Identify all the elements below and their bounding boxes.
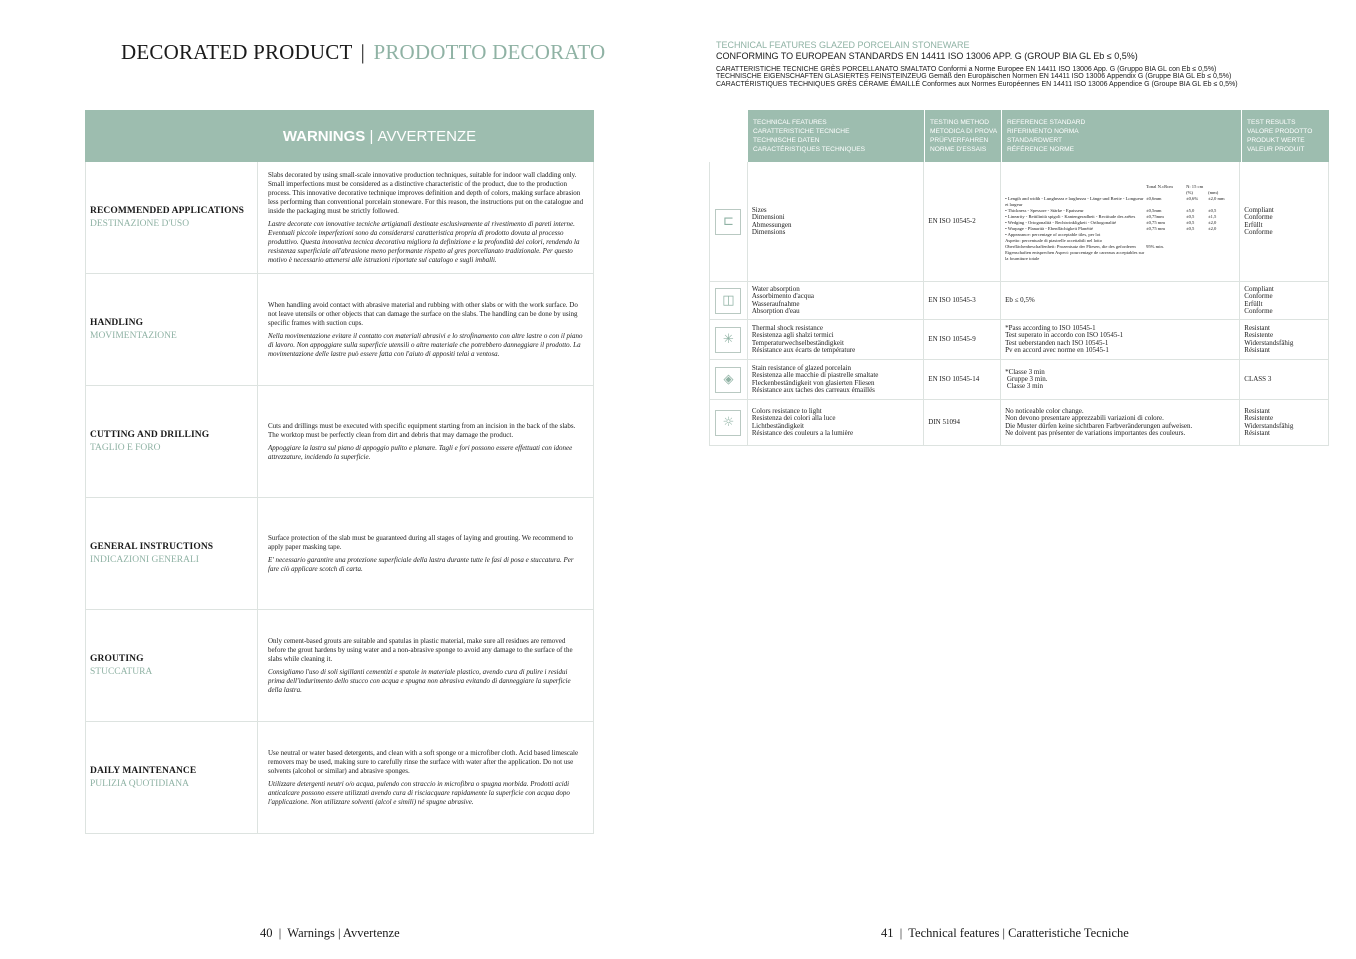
tech-feature-line: Résistance des couleurs a la lumière bbox=[751, 428, 854, 437]
tech-feature-line: Resistenza alle macchie di piastrelle smaltate bbox=[751, 371, 879, 380]
warning-label bbox=[86, 498, 258, 609]
tech-result bbox=[1240, 162, 1328, 281]
tech-reference bbox=[1001, 360, 1240, 399]
ruler-icon: ⊏ bbox=[715, 209, 741, 235]
tech-feature-line: Sizes bbox=[751, 205, 767, 214]
technical-features-table bbox=[709, 110, 1329, 446]
tech-result-line: Résistant bbox=[1244, 345, 1270, 354]
tech-feature-line: Colors resistance to light bbox=[751, 406, 822, 415]
tech-result-line: Resistant bbox=[1244, 406, 1270, 415]
sizes-cell: ±0,75 mm bbox=[1146, 219, 1165, 225]
sizes-cell: ±0,5 bbox=[1186, 225, 1195, 231]
warning-label-en: HANDLING bbox=[90, 318, 144, 328]
tech-result-line: Conforme bbox=[1244, 292, 1273, 301]
tech-feature-line: Résistance aux écarts de température bbox=[751, 345, 856, 354]
tech-row bbox=[709, 282, 1329, 320]
sizes-cell: ±0,5 bbox=[1186, 213, 1195, 219]
warning-text-en: Surface protection of the slab must be guaranteed during all stages of laying and grouting. We recommend to apply paper masking tape. bbox=[268, 533, 573, 551]
tech-reference-line: No noticeable color change. bbox=[1005, 406, 1084, 415]
sizes-cell bbox=[1208, 250, 1230, 262]
warning-label-it: INDICAZIONI GENERALI bbox=[90, 555, 199, 565]
tech-header-sage: TECHNICAL FEATURES GLAZED PORCELAIN STONEWARE bbox=[716, 40, 970, 50]
tech-reference-line: *Pass according to ISO 10545-1 bbox=[1005, 323, 1096, 332]
tech-feature-line: Lichtbeständigkeit bbox=[751, 421, 804, 430]
tech-reference-line: Die Muster dürfen keine sichtbaren Farbveränderungen aufweisen. bbox=[1005, 421, 1193, 430]
sizes-cell: • Thickness - Spessore - Stärke - Epaisseur bbox=[1005, 207, 1084, 213]
tech-result bbox=[1240, 282, 1328, 319]
tech-result-line: Resistente bbox=[1244, 331, 1274, 340]
tech-reference-line: Test ueberstanden nach ISO 10545-1 bbox=[1005, 338, 1109, 347]
stain-resistance-icon: ◈ bbox=[715, 367, 741, 393]
tech-method: DIN 51094 bbox=[924, 400, 1001, 445]
tech-feature bbox=[748, 360, 924, 399]
sizes-cell: ±5,0 bbox=[1186, 207, 1195, 213]
sizes-cell: ±0,6mm bbox=[1146, 195, 1162, 201]
tech-feature bbox=[748, 400, 924, 445]
tech-reference-line: Test superato in accordo con ISO 10545-1 bbox=[1005, 331, 1124, 340]
sizes-cell: ±1,5 bbox=[1208, 213, 1217, 219]
header-testing-method: TESTING METHOD METODICA DI PROVA PRÜFVERFAHREN NORME D'ESSAIS bbox=[924, 110, 1001, 162]
tech-result-line: Widerstandsfähig bbox=[1244, 421, 1294, 430]
warning-label-it: PULIZIA QUOTIDIANA bbox=[90, 779, 189, 789]
tech-result-line: Resistant bbox=[1244, 323, 1270, 332]
tech-feature-line: Abmessungen bbox=[751, 220, 792, 229]
tech-feature-line: Absorption d'eau bbox=[751, 306, 800, 315]
tech-icon-cell bbox=[710, 162, 748, 281]
tech-row bbox=[709, 400, 1329, 446]
tech-header-line-it: CARATTERISTICHE TECNICHE GRÈS PORCELLANATO SMALTATO Conformi a Norme Europee EN 14411 ISO 13006 App. G (Gruppo BIA GL con Eb ≤ 0,5%) bbox=[716, 66, 1217, 73]
tech-reference-line: Non devono presentare apprezzabili variazioni di colore. bbox=[1005, 414, 1164, 423]
tech-result-line: Conforme bbox=[1244, 213, 1273, 222]
warning-row bbox=[85, 498, 594, 610]
sizes-cell: • Appearance: percentage of acceptable tiles, per lot bbox=[1005, 231, 1101, 237]
warning-text bbox=[258, 722, 593, 833]
warning-text-en: Cuts and drillings must be executed with specific equipment starting from an incision in the back of the slabs. The worktop must be perfectly clean from dirt and debris that may damage the product. bbox=[268, 421, 576, 439]
warnings-header bbox=[85, 110, 594, 162]
warning-label-en: GROUTING bbox=[90, 654, 144, 664]
warning-row bbox=[85, 722, 594, 834]
tech-result-line: Erfüllt bbox=[1244, 220, 1263, 229]
tech-icon-cell bbox=[710, 360, 748, 399]
tech-feature bbox=[748, 320, 924, 359]
tech-icon-cell bbox=[710, 320, 748, 359]
tech-feature-line: Thermal shock resistance bbox=[751, 323, 824, 332]
warning-label bbox=[86, 162, 258, 273]
sizes-unit-label: (mm) bbox=[1208, 189, 1219, 195]
warning-row bbox=[85, 162, 594, 274]
tech-reference bbox=[1001, 282, 1240, 319]
sizes-cell bbox=[1186, 250, 1208, 262]
tech-result bbox=[1240, 320, 1328, 359]
warnings-header-it: AVVERTENZE bbox=[377, 127, 477, 145]
tech-feature-line: Resistenza agli shalzi termici bbox=[751, 331, 834, 340]
tech-result-line: Erfüllt bbox=[1244, 299, 1263, 308]
tech-icon-cell bbox=[710, 400, 748, 445]
tech-result-line: Conforme bbox=[1244, 306, 1273, 315]
warning-text-en: Slabs decorated by using small-scale innovative production techniques, suitable for indoor wall cladding only. Small imperfections must be considered as a distinctive characteristic of the product, due to the production process. This innovative decorative technique improves definition and depth of colors, making surface abrasion less performing than conventional porcelain stoneware. For this reason, the instructions put on the catalogue and inside the packaging must be strictly followed. bbox=[268, 170, 584, 215]
footer-right: 41 | Technical features | Caratteristiche Tecniche bbox=[881, 926, 1129, 940]
title-it: PRODOTTO DECORATO bbox=[373, 40, 606, 64]
tech-row bbox=[709, 162, 1329, 282]
sizes-cell: Eigenschaften entsprechen Aspect: pourcentage de carreaux acceptables sur la fourniture totale bbox=[1005, 249, 1145, 261]
warning-label bbox=[86, 274, 258, 385]
tech-feature-line: Fleckenbeständigkeit von glasierten Fliesen bbox=[751, 378, 875, 387]
page-title bbox=[121, 40, 605, 65]
sizes-cell: Oberflächenbeschaffenheit: Prozentsatz der Fliesen, die des geforderen bbox=[1005, 243, 1136, 249]
tech-feature bbox=[748, 162, 924, 281]
warning-text bbox=[258, 610, 593, 721]
tech-row bbox=[709, 360, 1329, 400]
tech-feature-line: Assorbimento d'acqua bbox=[751, 292, 814, 301]
warning-text-en: Only cement-based grouts are suitable and spatulas in plastic material, make sure all residues are removed before the grout hardens by using water and a non-abrasive sponge to avoid any damage to the surface of the slabs while cleaning it. bbox=[268, 636, 573, 663]
sizes-top-label: Tonal N.cRcm bbox=[1146, 183, 1173, 189]
warning-label bbox=[86, 722, 258, 833]
warning-label-it: DESTINAZIONE D'USO bbox=[90, 219, 190, 229]
warning-text-en: When handling avoid contact with abrasive material and rubbing with other slabs or with the work surface. Do not leave utensils or other objects that can damage the surface on the slabs. The handling can be done by using specific frames with suction cups. bbox=[268, 300, 578, 327]
tech-header-line-de: TECHNISCHE EIGENSCHAFTEN GLASIERTES FEINSTEINZEUG Gemäß den Europäischen Normen EN 14411 ISO 13006 Appendix G (Gruppe BIA GL Eb ≤ 0,5%) bbox=[716, 73, 1232, 81]
warning-label-en: CUTTING AND DRILLING bbox=[90, 430, 210, 440]
tech-row bbox=[709, 320, 1329, 360]
sizes-cell: ±0,75 mm bbox=[1146, 225, 1165, 231]
tech-result-line: Conforme bbox=[1244, 227, 1273, 236]
sizes-cell: ±2,0 mm bbox=[1208, 195, 1225, 201]
title-separator: | bbox=[360, 40, 365, 64]
tech-feature-line: Résistance aux taches des carreaux émaillés bbox=[751, 385, 875, 394]
tech-reference-line: Ne doivent pas présenter de variations importantes des couleurs. bbox=[1005, 428, 1186, 437]
sizes-cell: ±2,0 bbox=[1208, 225, 1217, 231]
tech-method: EN ISO 10545-3 bbox=[924, 282, 1001, 319]
sizes-cell: ±0,5 bbox=[1208, 207, 1217, 213]
tech-icon-cell bbox=[710, 282, 748, 319]
warning-label bbox=[86, 386, 258, 497]
warnings-header-en: WARNINGS bbox=[282, 127, 366, 145]
tech-result-line: Résistant bbox=[1244, 428, 1270, 437]
tech-feature-line: Water absorption bbox=[751, 284, 800, 293]
sizes-cell: ±0,5mm bbox=[1146, 207, 1162, 213]
warning-label-en: RECOMMENDED APPLICATIONS bbox=[90, 206, 244, 216]
tech-feature-line: Resistenza dei colori alla luce bbox=[751, 414, 836, 423]
tech-feature-line: Stain resistance of glazed porcelain bbox=[751, 363, 851, 372]
sizes-cell: Aspetto: percentuale di piastrelle accettabili nel lotto bbox=[1005, 237, 1103, 243]
warning-text bbox=[258, 274, 593, 385]
warnings-table bbox=[85, 110, 594, 834]
thermal-shock-icon: ✳ bbox=[715, 327, 741, 353]
tech-feature bbox=[748, 282, 924, 319]
sizes-top-label: N: 15 cm bbox=[1186, 183, 1204, 189]
warning-text-en: Use neutral or water based detergents, and clean with a soft sponge or a microfiber cloth. Acid based limescale removers may be used, making sure to carefully rinse the surface with water after the application. Do not use solvents (alcohol or similar) and abrasive sponges. bbox=[268, 748, 579, 775]
warning-label bbox=[86, 610, 258, 721]
tech-feature-line: Temperaturwechselbeständigkeit bbox=[751, 338, 844, 347]
warning-text-it: Consigliamo l'uso di soli sigillanti cementizi e spatole in materiale plastico, avendo cura di pulire i residui prima dell'indurimento dello stucco con acqua e spugna non abrasiva evitando di danneggiare la superficie della lastra. bbox=[268, 667, 571, 694]
tech-reference-line: Gruppe 3 min. bbox=[1005, 374, 1048, 383]
tech-method: EN ISO 10545-2 bbox=[924, 162, 1001, 281]
tech-reference-line: Eb ≤ 0,5% bbox=[1005, 295, 1035, 304]
tech-feature-line: Wasseraufnahme bbox=[751, 299, 800, 308]
warning-text bbox=[258, 498, 593, 609]
tech-result-line: Resistente bbox=[1244, 414, 1274, 423]
water-absorption-icon: ◫ bbox=[715, 288, 741, 314]
light-resistance-icon: ☼ bbox=[715, 410, 741, 436]
warning-row bbox=[85, 386, 594, 498]
tech-method: EN ISO 10545-9 bbox=[924, 320, 1001, 359]
warning-text-it: E' necessario garantire una protezione superficiale della lastra durante tutte le fasi di posa e stuccatura. Per fare ciò applicare scotch di carta. bbox=[268, 555, 574, 573]
sizes-cell: • Warpage - Planarità - Ebenflächigkeit Planéité bbox=[1005, 225, 1093, 231]
warning-label-it: TAGLIO E FORO bbox=[90, 443, 161, 453]
sizes-cell: 95% min. bbox=[1146, 243, 1164, 249]
sizes-cell: • Length and width - Lunghezza e larghezza - Länge und Breite - Longueur et largeur bbox=[1005, 195, 1144, 207]
sizes-cell: ±2,0 bbox=[1208, 219, 1217, 225]
tech-result-line: Widerstandsfähig bbox=[1244, 338, 1294, 347]
title-en: DECORATED PRODUCT bbox=[121, 40, 353, 64]
tech-feature-line: Dimensions bbox=[751, 227, 786, 236]
warning-text-it: Utilizzare detergenti neutri o/o acqua, pulendo con straccio in microfibra o spugna morbida. Prodotti acidi anticalcare possono essere utilizzati avendo cura di risciacquare rapidamente la superficie con acqua dopo l'applicazione. Non utilizzare solventi (alcol e simili) né spugne abrasive. bbox=[268, 779, 570, 806]
warning-label-it: STUCCATURA bbox=[90, 667, 153, 677]
warning-text bbox=[258, 162, 593, 273]
tech-reference-line: Pv en accord avec norme en 10545-1 bbox=[1005, 345, 1109, 354]
tech-header-line-fr: CARACTÉRISTIQUES TECHNIQUES GRÈS CÉRAME ÉMAILLÉ Conformes aux Normes Européennes EN 14411 ISO 13006 Appendice G (Groupe BIA GL Eb ≤ 0,5%) bbox=[716, 80, 1238, 88]
sizes-cell bbox=[1146, 250, 1186, 262]
warning-label-en: DAILY MAINTENANCE bbox=[90, 766, 197, 776]
tech-feature-line: Dimensioni bbox=[751, 213, 785, 222]
header-reference-standard: REFERENCE STANDARD RIFERIMENTO NORMA STANDARDWERT RÉFÉRENCE NORME bbox=[1001, 110, 1241, 162]
sizes-line bbox=[1005, 250, 1230, 262]
tech-result-line: CLASS 3 bbox=[1244, 374, 1272, 383]
warning-label-en: GENERAL INSTRUCTIONS bbox=[90, 542, 214, 552]
tech-method: EN ISO 10545-14 bbox=[924, 360, 1001, 399]
sizes-cell: ±0,6% bbox=[1186, 195, 1199, 201]
warning-row bbox=[85, 610, 594, 722]
tech-reference-line: *Classe 3 min bbox=[1005, 367, 1045, 376]
tech-header-main: CONFORMING TO EUROPEAN STANDARDS EN 14411 ISO 13006 APP. G (GROUP BIA GL Eb ≤ 0,5%) bbox=[716, 51, 1138, 61]
tech-result bbox=[1240, 360, 1328, 399]
sizes-cell: ±0,5 bbox=[1186, 219, 1195, 225]
warning-text-it: Lastre decorate con innovative tecniche artigianali destinate esclusivamente al rivestimento di pareti interne. Eventuali piccole imperfezioni sono da considerarsi caratteristica propria di prodotto dovuta al processo produttivo. Questa innovativa tecnica decorativa migliora la definizione e la profondità dei colori, rendendo la resistenza superficiale all'abrasione meno performante rispetto al gres porcellanato tradizionale. Per questo motivo è necessario attenersi alle istruzioni riportate sul catalogo e sugli imballi. bbox=[268, 219, 580, 264]
tech-result-line: Compliant bbox=[1244, 205, 1274, 214]
sizes-reference bbox=[1001, 162, 1240, 281]
warning-text-it: Nella movimentazione evitare il contatto con materiali abrasivi e lo strofinamento con altre lastre o con il piano di lavoro. Non appoggiare sulla superficie utensili o altre materiale che potrebbero danneggiare il prodotto. La movimentazione delle lastre può essere fatta con l'aiuto di appositi telai a ventosa. bbox=[268, 331, 583, 358]
warning-row bbox=[85, 274, 594, 386]
header-technical-features: TECHNICAL FEATURES CARATTERISTICHE TECNICHE TECHNISCHE DATEN CARACTÉRISTIQUES TECHNIQUES bbox=[747, 110, 924, 162]
sizes-line bbox=[1005, 196, 1230, 208]
warning-text bbox=[258, 386, 593, 497]
warning-text-it: Appoggiare la lastra sul piano di appoggio pulito e planare. Tagli e fori possono essere effettuati con idonee attrezzature, incidendo la superficie. bbox=[268, 443, 573, 461]
tech-header-lines bbox=[716, 66, 1238, 88]
sizes-cell: • Linearity - Rettilinità spigoli - Kantengeradheit - Rectitude des arêtes bbox=[1005, 213, 1136, 219]
tech-table-header bbox=[709, 110, 1329, 162]
footer-left: 40 | Warnings | Avvertenze bbox=[260, 926, 400, 940]
sizes-cell: • Wedging - Ortogonalità - Rechtwinkligkeit - Orthogonalité bbox=[1005, 219, 1117, 225]
sizes-cell: ±0,75mm bbox=[1146, 213, 1164, 219]
warning-label-it: MOVIMENTAZIONE bbox=[90, 331, 177, 341]
warnings-header-sep: | bbox=[365, 127, 378, 145]
tech-reference-line: Classe 3 min bbox=[1005, 382, 1043, 391]
sizes-unit-label: (%) bbox=[1186, 189, 1193, 195]
tech-result-line: Compliant bbox=[1244, 284, 1274, 293]
tech-reference bbox=[1001, 400, 1240, 445]
header-test-results: TEST RESULTS VALORE PRODOTTO PRODUKT WERTE VALEUR PRODUIT bbox=[1241, 110, 1329, 162]
tech-result bbox=[1240, 400, 1328, 445]
tech-reference bbox=[1001, 320, 1240, 359]
